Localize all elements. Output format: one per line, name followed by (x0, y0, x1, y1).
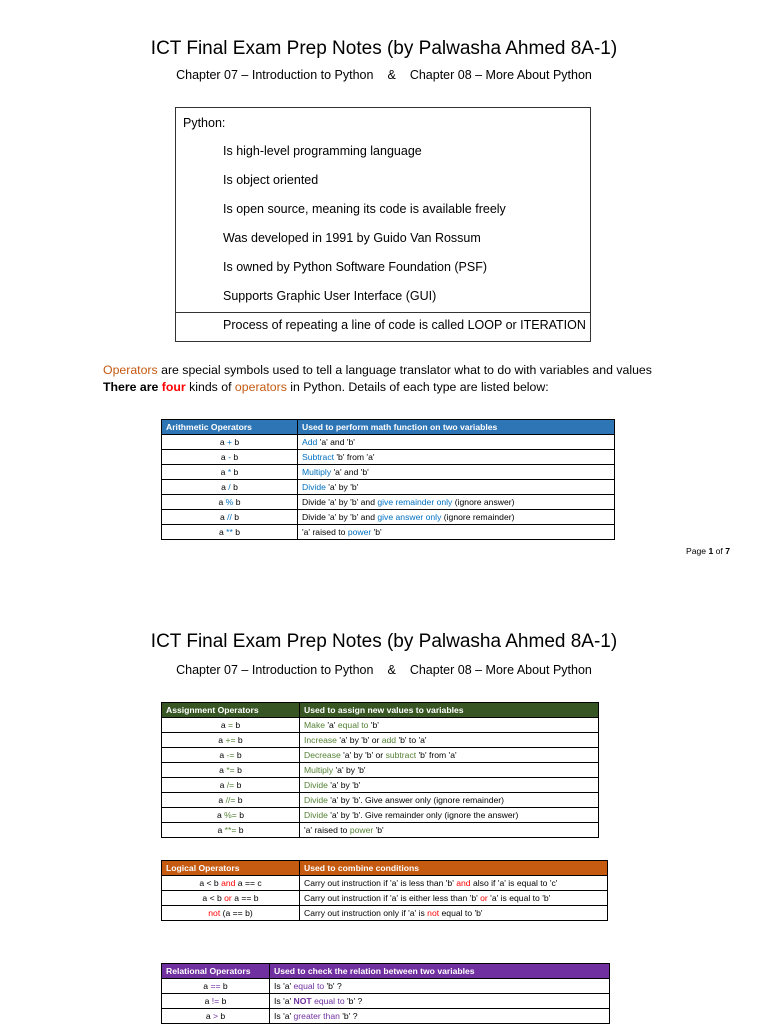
table-row (162, 718, 599, 733)
table-header: Used to check the relation between two variables (270, 964, 610, 979)
python-facts-box (175, 107, 591, 342)
table-row (162, 994, 610, 1009)
subtitle-chapter-07: Chapter 07 – Introduction to Python (176, 68, 374, 82)
operator-cell: a != b (162, 994, 270, 1009)
description-cell: Decrease 'a' by 'b' or subtract 'b' from 'a' (300, 748, 599, 763)
table-header-row (162, 964, 610, 979)
table-row (162, 793, 599, 808)
operator-cell: not (a == b) (162, 906, 300, 921)
python-fact: Is high-level programming language (223, 144, 422, 158)
operator-cell: a //= b (162, 793, 300, 808)
description-cell: Add 'a' and 'b' (298, 435, 615, 450)
operators-keyword: Operators (103, 363, 158, 377)
description-cell: Divide 'a' by 'b' and give answer only (ignore remainder) (298, 510, 615, 525)
table-row (162, 979, 610, 994)
description-cell: Carry out instruction if 'a' is either less than 'b' or 'a' is equal to 'b' (300, 891, 608, 906)
table-row (162, 906, 608, 921)
operators-definition: Operators are special symbols used to tell a language translator what to do with variables and values (103, 363, 652, 377)
operator-cell: a -= b (162, 748, 300, 763)
description-cell: Carry out instruction if 'a' is less than 'b' and also if 'a' is equal to 'c' (300, 876, 608, 891)
table-row (162, 480, 615, 495)
description-cell: Divide 'a' by 'b' (298, 480, 615, 495)
description-cell: Multiply 'a' by 'b' (300, 763, 599, 778)
arithmetic-operators-table (161, 419, 615, 540)
operator-cell: a < b or a == b (162, 891, 300, 906)
python-box-heading: Python: (183, 116, 226, 130)
operator-cell: a **= b (162, 823, 300, 838)
operator-cell: a + b (162, 435, 298, 450)
table-row (162, 823, 599, 838)
page-title: ICT Final Exam Prep Notes (by Palwasha Ahmed 8A-1) (150, 38, 618, 59)
table-header: Used to perform math function on two variables (298, 420, 615, 435)
description-cell: Increase 'a' by 'b' or add 'b' to 'a' (300, 733, 599, 748)
python-fact: Is open source, meaning its code is available freely (223, 202, 506, 216)
description-cell: Divide 'a' by 'b'. Give answer only (ignore remainder) (300, 793, 599, 808)
page-title: ICT Final Exam Prep Notes (by Palwasha Ahmed 8A-1) (150, 631, 618, 652)
table-row (162, 891, 608, 906)
operator-cell: a /= b (162, 778, 300, 793)
table-header: Relational Operators (162, 964, 270, 979)
subtitle-chapter-07: Chapter 07 – Introduction to Python (176, 663, 374, 677)
table-row (162, 778, 599, 793)
table-row (162, 1009, 610, 1024)
python-fact: Is owned by Python Software Foundation (PSF) (223, 260, 488, 274)
operator-cell: a - b (162, 450, 298, 465)
operator-cell: a %= b (162, 808, 300, 823)
operator-cell: a % b (162, 495, 298, 510)
description-cell: Divide 'a' by 'b'. Give remainder only (ignore the answer) (300, 808, 599, 823)
description-cell: Divide 'a' by 'b' and give remainder only (ignore answer) (298, 495, 615, 510)
operator-cell: a * b (162, 465, 298, 480)
table-header-row (162, 420, 615, 435)
subtitle-chapter-08: Chapter 08 – More About Python (409, 663, 592, 677)
table-header-row (162, 861, 608, 876)
table-row (162, 510, 615, 525)
subtitle-chapter-08: Chapter 08 – More About Python (409, 68, 592, 82)
assignment-operators-table (161, 702, 599, 838)
operator-cell: a / b (162, 480, 298, 495)
subtitle-ampersand: & (387, 663, 396, 677)
table-header: Arithmetic Operators (162, 420, 298, 435)
description-cell: Carry out instruction only if 'a' is not equal to 'b' (300, 906, 608, 921)
table-header: Used to assign new values to variables (300, 703, 599, 718)
table-row (162, 733, 599, 748)
operator-cell: a = b (162, 718, 300, 733)
description-cell: Is 'a' greater than 'b' ? (270, 1009, 610, 1024)
operator-cell: a // b (162, 510, 298, 525)
python-box-divider (176, 312, 590, 313)
description-cell: 'a' raised to power 'b' (298, 525, 615, 540)
table-row (162, 876, 608, 891)
python-box-loop-note: Process of repeating a line of code is called LOOP or ITERATION (223, 318, 586, 332)
operator-cell: a < b and a == c (162, 876, 300, 891)
logical-operators-table (161, 860, 608, 921)
table-row (162, 495, 615, 510)
table-row (162, 525, 615, 540)
table-row (162, 465, 615, 480)
operator-cell: a == b (162, 979, 270, 994)
description-cell: Subtract 'b' from 'a' (298, 450, 615, 465)
table-row (162, 450, 615, 465)
description-cell: Make 'a' equal to 'b' (300, 718, 599, 733)
operator-cell: a += b (162, 733, 300, 748)
table-header: Assignment Operators (162, 703, 300, 718)
page-subtitle (0, 663, 768, 677)
table-header-row (162, 703, 599, 718)
description-cell: Is 'a' NOT equal to 'b' ? (270, 994, 610, 1009)
subtitle-ampersand: & (387, 68, 396, 82)
operators-intro: There are four kinds of operators in Python. Details of each type are listed below: (103, 380, 549, 394)
page-number: Page 1 of 7 (686, 546, 730, 556)
description-cell: Multiply 'a' and 'b' (298, 465, 615, 480)
operator-cell: a ** b (162, 525, 298, 540)
table-row (162, 808, 599, 823)
table-header: Logical Operators (162, 861, 300, 876)
relational-operators-table (161, 963, 610, 1024)
description-cell: Divide 'a' by 'b' (300, 778, 599, 793)
python-fact: Was developed in 1991 by Guido Van Rossum (223, 231, 481, 245)
operator-cell: a *= b (162, 763, 300, 778)
table-header: Used to combine conditions (300, 861, 608, 876)
operator-cell: a > b (162, 1009, 270, 1024)
python-fact: Supports Graphic User Interface (GUI) (223, 289, 437, 303)
table-row (162, 763, 599, 778)
table-row (162, 435, 615, 450)
description-cell: Is 'a' equal to 'b' ? (270, 979, 610, 994)
description-cell: 'a' raised to power 'b' (300, 823, 599, 838)
table-row (162, 748, 599, 763)
python-fact: Is object oriented (223, 173, 319, 187)
page-subtitle (0, 68, 768, 82)
